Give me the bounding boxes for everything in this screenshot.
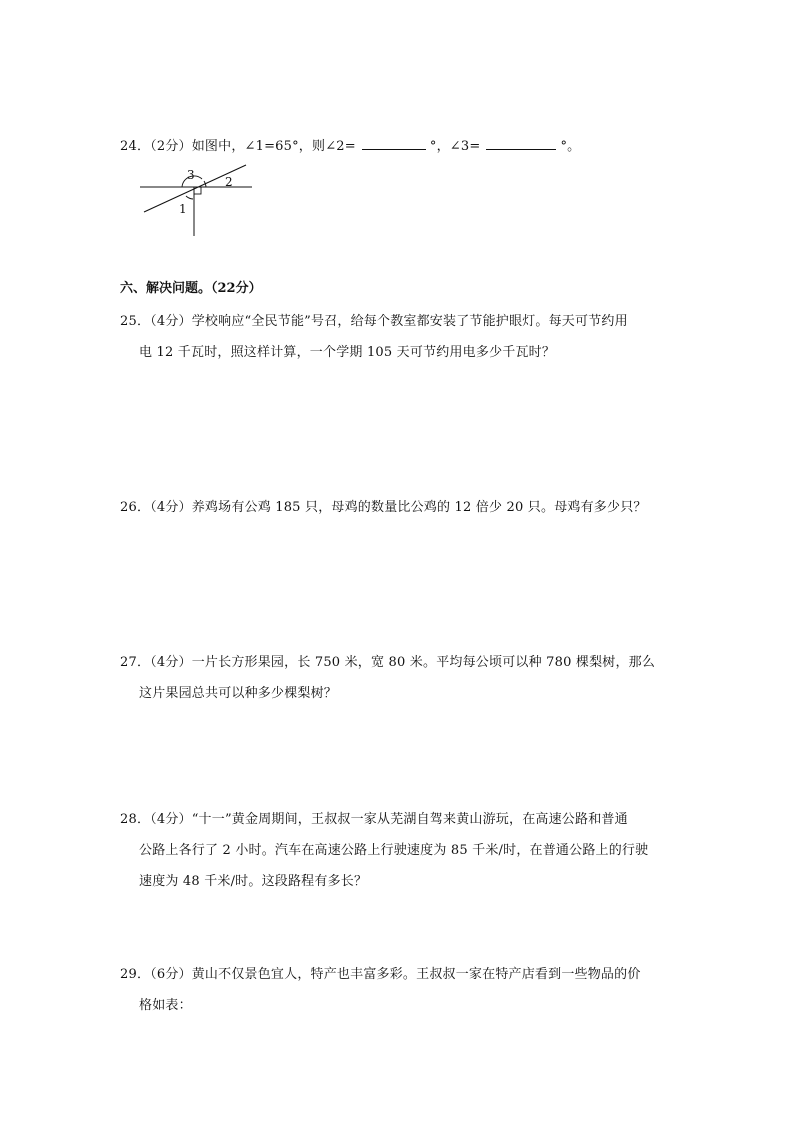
question-24-middle: °，∠3= bbox=[429, 139, 481, 154]
question-29-line-1: 29．（6分）黄山不仅景色宜人，特产也丰富多彩。王叔叔一家在特产店看到一些物品的价 bbox=[120, 967, 641, 982]
question-24 bbox=[120, 137, 580, 155]
section-title: 六、解决问题。（22分） bbox=[120, 281, 262, 296]
question-27-line-1: 27．（4分）一片长方形果园，长 750 米，宽 80 米。平均每公顷可以种 780 棵梨树，那么 bbox=[120, 655, 656, 670]
answer-blank-angle-2[interactable] bbox=[362, 137, 426, 150]
angle-label-2: 2 bbox=[225, 175, 233, 189]
question-29-line-2: 格如表： bbox=[139, 998, 192, 1013]
question-28-line-2: 公路上各行了 2 小时。汽车在高速公路上行驶速度为 85 千米/时，在普通公路上的行驶 bbox=[139, 843, 649, 858]
question-24-end: °。 bbox=[560, 139, 581, 154]
question-25-line-1: 25．（4分）学校响应“全民节能”号召，给每个教室都安装了节能护眼灯。每天可节约用 bbox=[120, 314, 628, 329]
question-28-line-3: 速度为 48 千米/时。这段路程有多长？ bbox=[139, 874, 368, 889]
question-27-line-2: 这片果园总共可以种多少棵梨树？ bbox=[139, 686, 338, 701]
angle-1-arc bbox=[186, 196, 193, 199]
question-26-line-1: 26．（4分）养鸡场有公鸡 185 只，母鸡的数量比公鸡的 12 倍少 20 只。母鸡有多少只？ bbox=[120, 500, 647, 515]
question-28-line-1: 28．（4分）“十一”黄金周期间，王叔叔一家从芜湖自驾来黄山游玩，在高速公路和普通 bbox=[120, 812, 628, 827]
question-24-prefix: 24．（2分）如图中，∠1=65°，则∠2= bbox=[120, 139, 356, 154]
question-25-line-2: 电 12 千瓦时，照这样计算，一个学期 105 天可节约用电多少千瓦时？ bbox=[139, 345, 556, 360]
angle-label-1: 1 bbox=[179, 202, 187, 216]
angle-figure bbox=[136, 162, 260, 238]
angle-label-3: 3 bbox=[187, 168, 195, 182]
answer-blank-angle-3[interactable] bbox=[486, 137, 556, 150]
